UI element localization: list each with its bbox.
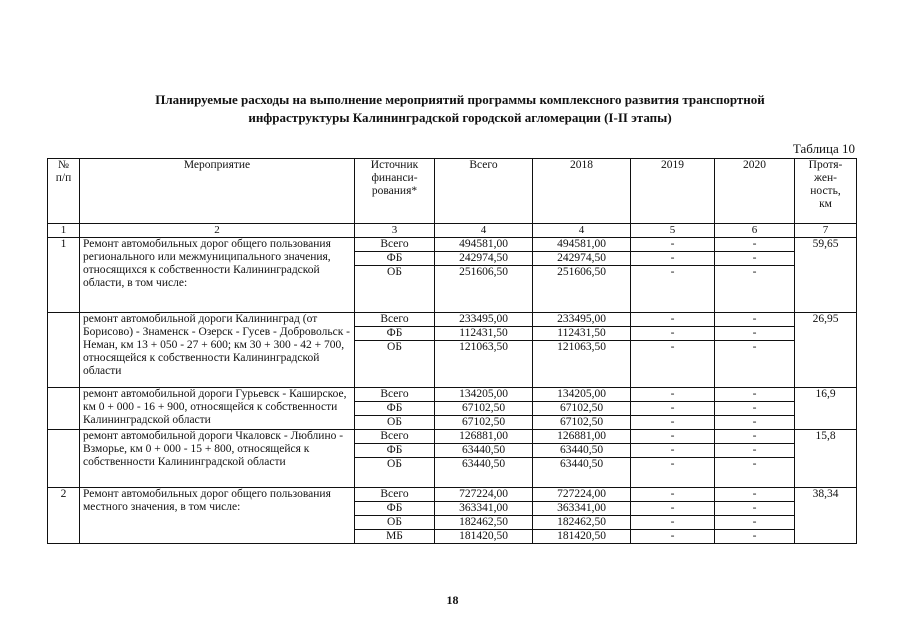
- value-2018: 112431,50: [533, 327, 631, 341]
- total-value: 63440,50: [435, 458, 533, 488]
- funding-source: Всего: [355, 488, 435, 502]
- value-2019: -: [631, 444, 715, 458]
- row-number: 2: [48, 488, 80, 544]
- value-2019: -: [631, 402, 715, 416]
- value-2020: -: [715, 430, 795, 444]
- header-2020: 2020: [715, 159, 795, 224]
- header-event: Мероприятие: [80, 159, 355, 224]
- value-2019: -: [631, 313, 715, 327]
- col-number: 4: [435, 224, 533, 238]
- funding-source: МБ: [355, 530, 435, 544]
- funding-source: Всего: [355, 388, 435, 402]
- value-2018: 126881,00: [533, 430, 631, 444]
- value-2018: 363341,00: [533, 502, 631, 516]
- road-length: 16,9: [795, 388, 857, 430]
- table-row: [48, 313, 857, 327]
- row-number: [48, 388, 80, 430]
- value-2019: -: [631, 416, 715, 430]
- value-2019: -: [631, 327, 715, 341]
- total-value: 233495,00: [435, 313, 533, 327]
- value-2019: -: [631, 488, 715, 502]
- funding-source: ОБ: [355, 266, 435, 313]
- value-2020: -: [715, 252, 795, 266]
- total-value: 134205,00: [435, 388, 533, 402]
- funding-source: Всего: [355, 430, 435, 444]
- expenses-table: [47, 158, 857, 544]
- col-number: 2: [80, 224, 355, 238]
- document-title-line-2: инфраструктуры Калининградской городской агломерации (I-II этапы): [248, 110, 672, 125]
- road-length: 38,34: [795, 488, 857, 544]
- page-number: 18: [446, 593, 459, 607]
- total-value: 112431,50: [435, 327, 533, 341]
- row-number: 1: [48, 238, 80, 313]
- funding-source: Всего: [355, 238, 435, 252]
- total-value: 242974,50: [435, 252, 533, 266]
- table-row: [48, 488, 857, 502]
- funding-source: ФБ: [355, 327, 435, 341]
- document-title-line-1: Планируемые расходы на выполнение мероприятий программы комплексного развития транспортной: [155, 92, 765, 107]
- total-value: 494581,00: [435, 238, 533, 252]
- value-2020: -: [715, 488, 795, 502]
- event-description: ремонт автомобильной дороги Гурьевск - Каширское, км 0 + 000 - 16 + 900, относящейся к собственности Калининградской области: [80, 388, 355, 430]
- funding-source: Всего: [355, 313, 435, 327]
- value-2019: -: [631, 252, 715, 266]
- total-value: 121063,50: [435, 341, 533, 388]
- funding-source: ОБ: [355, 516, 435, 530]
- total-value: 251606,50: [435, 266, 533, 313]
- value-2019: -: [631, 388, 715, 402]
- funding-source: ФБ: [355, 502, 435, 516]
- event-description: Ремонт автомобильных дорог общего пользования регионального или межмуниципального значения, относящихся к собственности Калининградской области, в том числе:: [80, 238, 355, 313]
- funding-source: ОБ: [355, 458, 435, 488]
- value-2020: -: [715, 458, 795, 488]
- col-number: 5: [631, 224, 715, 238]
- total-value: 727224,00: [435, 488, 533, 502]
- value-2020: -: [715, 502, 795, 516]
- funding-source: ОБ: [355, 416, 435, 430]
- value-2020: -: [715, 238, 795, 252]
- value-2018: 134205,00: [533, 388, 631, 402]
- value-2020: -: [715, 516, 795, 530]
- value-2018: 727224,00: [533, 488, 631, 502]
- value-2018: 63440,50: [533, 458, 631, 488]
- header-no: № п/п: [48, 159, 80, 224]
- total-value: 363341,00: [435, 502, 533, 516]
- value-2020: -: [715, 266, 795, 313]
- value-2020: -: [715, 530, 795, 544]
- value-2019: -: [631, 430, 715, 444]
- value-2019: -: [631, 516, 715, 530]
- value-2020: -: [715, 416, 795, 430]
- event-description: ремонт автомобильной дороги Чкаловск - Люблино - Взморье, км 0 + 000 - 15 + 800, относящейся к собственности Калининградской области: [80, 430, 355, 488]
- value-2020: -: [715, 313, 795, 327]
- value-2019: -: [631, 266, 715, 313]
- road-length: 59,65: [795, 238, 857, 313]
- funding-source: ФБ: [355, 402, 435, 416]
- value-2018: 181420,50: [533, 530, 631, 544]
- header-source: Источник финанси- рования*: [355, 159, 435, 224]
- column-number-row: [48, 224, 857, 238]
- value-2019: -: [631, 341, 715, 388]
- value-2018: 182462,50: [533, 516, 631, 530]
- table-label: Таблица 10: [792, 141, 855, 156]
- value-2018: 233495,00: [533, 313, 631, 327]
- value-2018: 67102,50: [533, 402, 631, 416]
- value-2019: -: [631, 502, 715, 516]
- total-value: 126881,00: [435, 430, 533, 444]
- value-2018: 251606,50: [533, 266, 631, 313]
- col-number: 4: [533, 224, 631, 238]
- total-value: 181420,50: [435, 530, 533, 544]
- header-2019: 2019: [631, 159, 715, 224]
- total-value: 67102,50: [435, 416, 533, 430]
- value-2020: -: [715, 388, 795, 402]
- value-2020: -: [715, 327, 795, 341]
- row-number: [48, 313, 80, 388]
- value-2019: -: [631, 458, 715, 488]
- value-2018: 494581,00: [533, 238, 631, 252]
- header-length: Протя- жен- ность, км: [795, 159, 857, 224]
- col-number: 3: [355, 224, 435, 238]
- table-row: [48, 238, 857, 252]
- value-2018: 67102,50: [533, 416, 631, 430]
- funding-source: ФБ: [355, 252, 435, 266]
- value-2019: -: [631, 530, 715, 544]
- funding-source: ФБ: [355, 444, 435, 458]
- value-2018: 63440,50: [533, 444, 631, 458]
- funding-source: ОБ: [355, 341, 435, 388]
- value-2018: 242974,50: [533, 252, 631, 266]
- value-2020: -: [715, 341, 795, 388]
- col-number: 1: [48, 224, 80, 238]
- total-value: 67102,50: [435, 402, 533, 416]
- value-2020: -: [715, 444, 795, 458]
- col-number: 6: [715, 224, 795, 238]
- total-value: 182462,50: [435, 516, 533, 530]
- table-header-row: [48, 159, 857, 224]
- row-number: [48, 430, 80, 488]
- table-row: [48, 388, 857, 402]
- col-number: 7: [795, 224, 857, 238]
- event-description: ремонт автомобильной дороги Калининград (от Борисово) - Знаменск - Озерск - Гусев - Добровольск - Неман, км 13 + 050 - 27 + 600; км 30 + 300 - 42 + 700, относящейся к собственности Калининградской области: [80, 313, 355, 388]
- value-2020: -: [715, 402, 795, 416]
- header-total: Всего: [435, 159, 533, 224]
- event-description: Ремонт автомобильных дорог общего пользования местного значения, в том числе:: [80, 488, 355, 544]
- table-row: [48, 430, 857, 444]
- road-length: 15,8: [795, 430, 857, 488]
- value-2019: -: [631, 238, 715, 252]
- header-2018: 2018: [533, 159, 631, 224]
- road-length: 26,95: [795, 313, 857, 388]
- total-value: 63440,50: [435, 444, 533, 458]
- value-2018: 121063,50: [533, 341, 631, 388]
